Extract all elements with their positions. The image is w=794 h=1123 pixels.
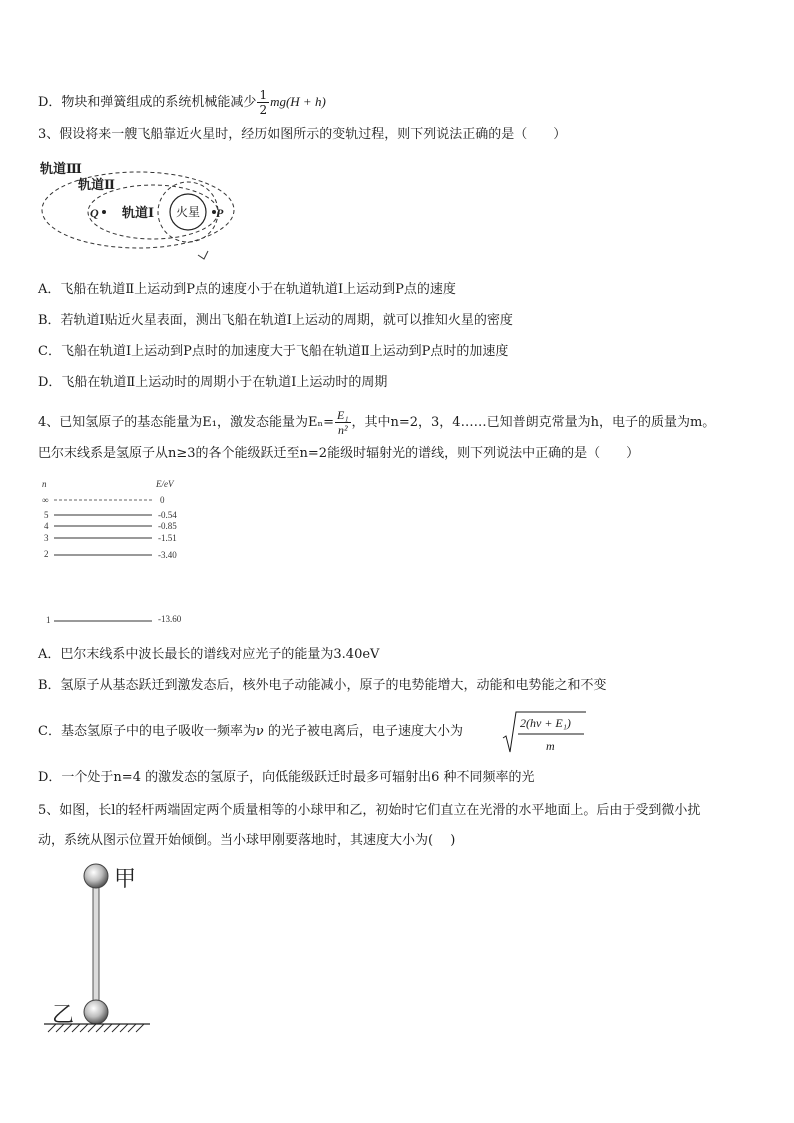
q2-option-d-fraction <box>257 88 269 117</box>
ball-top-label: 甲 <box>114 866 137 891</box>
level-e-inf: 0 <box>160 495 165 505</box>
rod-balls-figure <box>40 858 180 1038</box>
level-e-5: -0.54 <box>158 510 177 520</box>
q4-stem-part2: ，其中n=2，3，4……已知普朗克常量为h，电子的质量为m。 <box>351 415 716 430</box>
level-n-2: 2 <box>44 549 49 559</box>
q4-option-b: B．氢原子从基态跃迁到激发态后，核外电子动能减小，原子的电势能增大，动能和电势能之和不变 <box>38 678 607 693</box>
q4-option-c-text: C．基态氢原子中的电子吸收一频率为ν 的光子被电离后，电子速度大小为 <box>38 724 463 739</box>
level-e-3: -1.51 <box>158 533 177 543</box>
q3-option-b: B．若轨道Ⅰ贴近火星表面，测出飞船在轨道Ⅰ上运动的周期，就可以推知火星的密度 <box>38 313 513 328</box>
q5-stem-line2: 动，系统从图示位置开始倾倒。当小球甲刚要落地时，其速度大小为( ) <box>38 833 456 848</box>
level-n-3: 3 <box>44 533 49 543</box>
q4-option-a: A．巴尔末线系中波长最长的谱线对应光子的能量为3.40eV <box>38 647 380 662</box>
q4-option-c-numerator: 2(hν + E₁) <box>520 716 571 730</box>
e-header: E/eV <box>156 479 174 489</box>
q3-stem: 3、假设将来一艘飞船靠近火星时，经历如图所示的变轨过程，则下列说法正确的是（ ） <box>38 127 567 142</box>
level-e-1: -13.60 <box>158 614 182 624</box>
q2-option-d-text: D．物块和弹簧组成的系统机械能减少 <box>38 95 257 110</box>
level-e-4: -0.85 <box>158 521 177 531</box>
light-rod <box>93 886 99 1010</box>
orbit-3-label: 轨道Ⅲ <box>40 161 82 176</box>
n-header: n <box>42 479 47 489</box>
orbit-1-label: 轨道Ⅰ <box>122 205 155 220</box>
fraction-denominator: n² <box>337 423 348 437</box>
point-q <box>102 210 106 214</box>
q4-stem-line2: 巴尔末线系是氢原子从n≥3的各个能级跃迁至n=2能级时辐射光的谱线，则下列说法中正确的是（ ） <box>38 446 640 461</box>
fraction-numerator: E₁ <box>336 408 349 422</box>
q2-option-d-formula: mg(H + h) <box>270 94 326 109</box>
ball-bottom <box>84 1000 108 1024</box>
q-label: Q <box>90 206 99 220</box>
fraction-numerator: 1 <box>259 88 268 102</box>
ball-bottom-label: 乙 <box>52 1002 75 1027</box>
q4-option-d: D．一个处于n=4 的激发态的氢原子，向低能级跃迁时最多可辐射出6 种不同频率的光 <box>38 770 535 785</box>
level-e-2: -3.40 <box>158 550 177 560</box>
ball-top <box>84 864 108 888</box>
p-label: P <box>216 206 224 220</box>
q3-option-c: C．飞船在轨道Ⅰ上运动到P点时的加速度大于飞船在轨道Ⅱ上运动到P点时的加速度 <box>38 344 509 359</box>
level-n-1: 1 <box>46 615 51 625</box>
orbit-diagram <box>38 155 238 265</box>
arrow-icon <box>198 251 208 259</box>
level-n-5: 5 <box>44 510 49 520</box>
planet-label: 火星 <box>176 205 201 219</box>
q5-stem-line1: 5、如图，长l的轻杆两端固定两个质量相等的小球甲和乙，初始时它们直立在光滑的水平地面上。后由于受到微小扰 <box>38 803 701 818</box>
q4-option-c-denominator: m <box>546 739 555 753</box>
q3-option-d: D．飞船在轨道Ⅱ上运动时的周期小于在轨道Ⅰ上运动时的周期 <box>38 375 388 390</box>
energy-level-diagram <box>38 475 218 635</box>
q3-option-a: A．飞船在轨道Ⅱ上运动到P点的速度小于在轨道轨道Ⅰ上运动到P点的速度 <box>38 282 456 297</box>
q4-energy-fraction <box>335 408 351 437</box>
q4-stem-line1 <box>38 408 715 437</box>
q2-option-d <box>38 88 326 117</box>
orbit-2-label: 轨道Ⅱ <box>78 177 115 192</box>
level-n-4: 4 <box>44 521 49 531</box>
q4-stem-part1: 4、已知氢原子的基态能量为E₁，激发态能量为Eₙ= <box>38 415 334 430</box>
level-n-inf: ∞ <box>42 495 49 505</box>
fraction-denominator: 2 <box>259 103 268 117</box>
